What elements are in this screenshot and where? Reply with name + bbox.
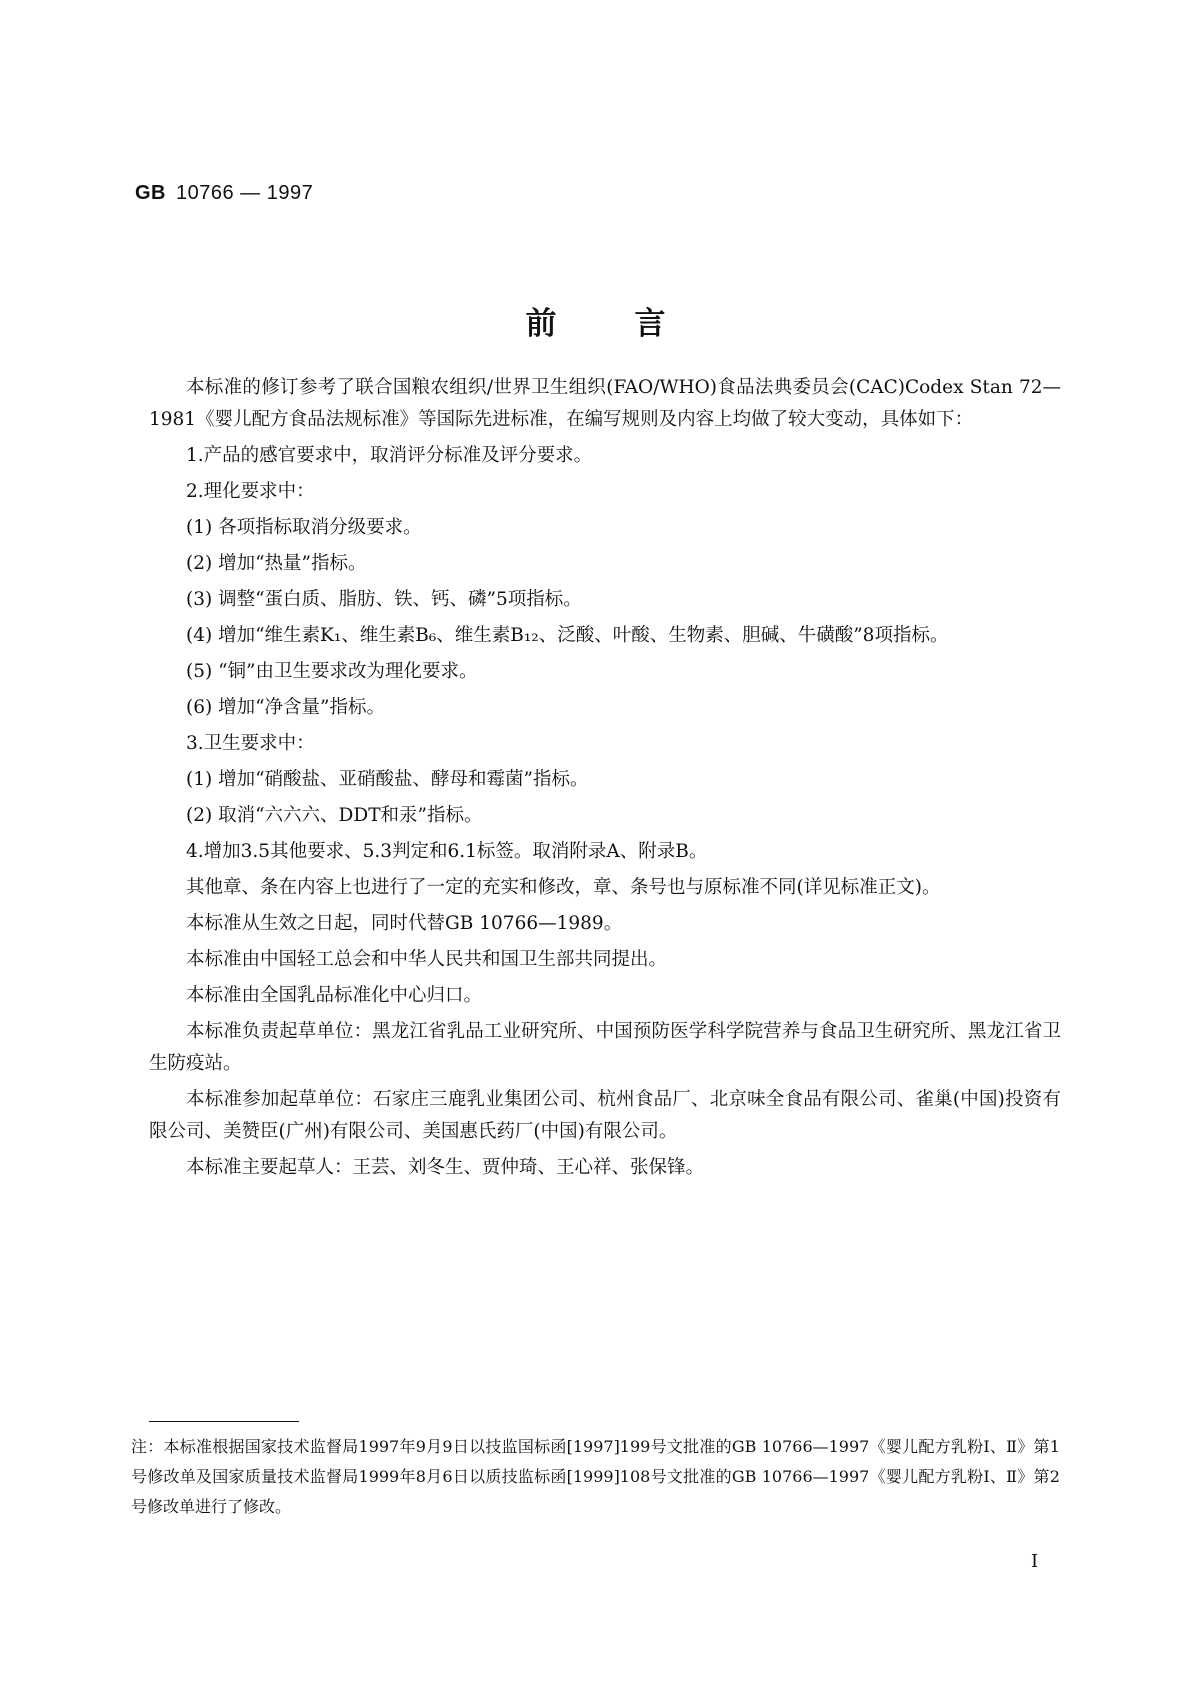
page-title: 前言 (525, 306, 744, 342)
paragraph: (3) 调整“蛋白质、脂肪、铁、钙、磷”5项指标。 (186, 589, 582, 610)
paragraph: (1) 增加“硝酸盐、亚硝酸盐、酵母和霉菌”指标。 (186, 769, 589, 790)
paragraph: (1) 各项指标取消分级要求。 (186, 517, 422, 538)
footnote (131, 1432, 1060, 1522)
foreword-body (149, 372, 1061, 1188)
paragraph: (2) 增加“热量”指标。 (186, 553, 367, 574)
paragraph: 本标准从生效之日起，同时代替GB 10766—1989。 (186, 913, 623, 934)
paragraph: 2.理化要求中： (186, 481, 315, 502)
page-number: I (1031, 1551, 1039, 1572)
paragraph: (2) 取消“六六六、DDT和汞”指标。 (186, 805, 483, 826)
footnote-divider (149, 1421, 299, 1422)
paragraph: 4.增加3.5其他要求、5.3判定和6.1标签。取消附录A、附录B。 (186, 841, 708, 862)
paragraph: 本标准参加起草单位：石家庄三鹿乳业集团公司、杭州食品厂、北京味全食品有限公司、雀巢(中国)投资有限公司、美赞臣(广州)有限公司、美国惠氏药厂(中国)有限公司。 (149, 1089, 1061, 1142)
paragraph: 本标准由全国乳品标准化中心归口。 (186, 985, 483, 1006)
footnote-text: 注：本标准根据国家技术监督局1997年9月9日以技监国标函[1997]199号文批准的GB 10766—1997《婴儿配方乳粉Ⅰ、Ⅱ》第1号修改单及国家质量技术监督局1999年8月6日以质技监标函[1999]108号文批准的GB 10766—1997《婴儿配方乳粉Ⅰ、Ⅱ》第2号修改单进行了修改。 (131, 1437, 1060, 1516)
paragraph: 本标准的修订参考了联合国粮农组织/世界卫生组织(FAO/WHO)食品法典委员会(CAC)Codex Stan 72—1981《婴儿配方食品法规标准》等国际先进标准，在编写规则及内容上均做了较大变动，具体如下： (149, 377, 1061, 430)
paragraph: 1.产品的感官要求中，取消评分标准及评分要求。 (186, 445, 593, 466)
paragraph: 本标准由中国轻工总会和中华人民共和国卫生部共同提出。 (186, 949, 668, 970)
standard-code (135, 182, 313, 205)
paragraph: 其他章、条在内容上也进行了一定的充实和修改，章、条号也与原标准不同(详见标准正文)。 (186, 877, 941, 898)
paragraph: (4) 增加“维生素K₁、维生素B₆、维生素B₁₂、泛酸、叶酸、生物素、胆碱、牛磺酸”8项指标。 (186, 625, 949, 646)
paragraph: 本标准负责起草单位：黑龙江省乳品工业研究所、中国预防医学科学院营养与食品卫生研究所、黑龙江省卫生防疫站。 (149, 1021, 1061, 1074)
standard-prefix: GB (135, 182, 166, 204)
paragraph: 本标准主要起草人：王芸、刘冬生、贾仲琦、王心祥、张保锋。 (186, 1157, 705, 1178)
standard-number: 10766 — 1997 (176, 182, 314, 204)
paragraph: 3.卫生要求中： (186, 733, 315, 754)
paragraph: (5) “铜”由卫生要求改为理化要求。 (186, 661, 478, 682)
paragraph: (6) 增加“净含量”指标。 (186, 697, 386, 718)
